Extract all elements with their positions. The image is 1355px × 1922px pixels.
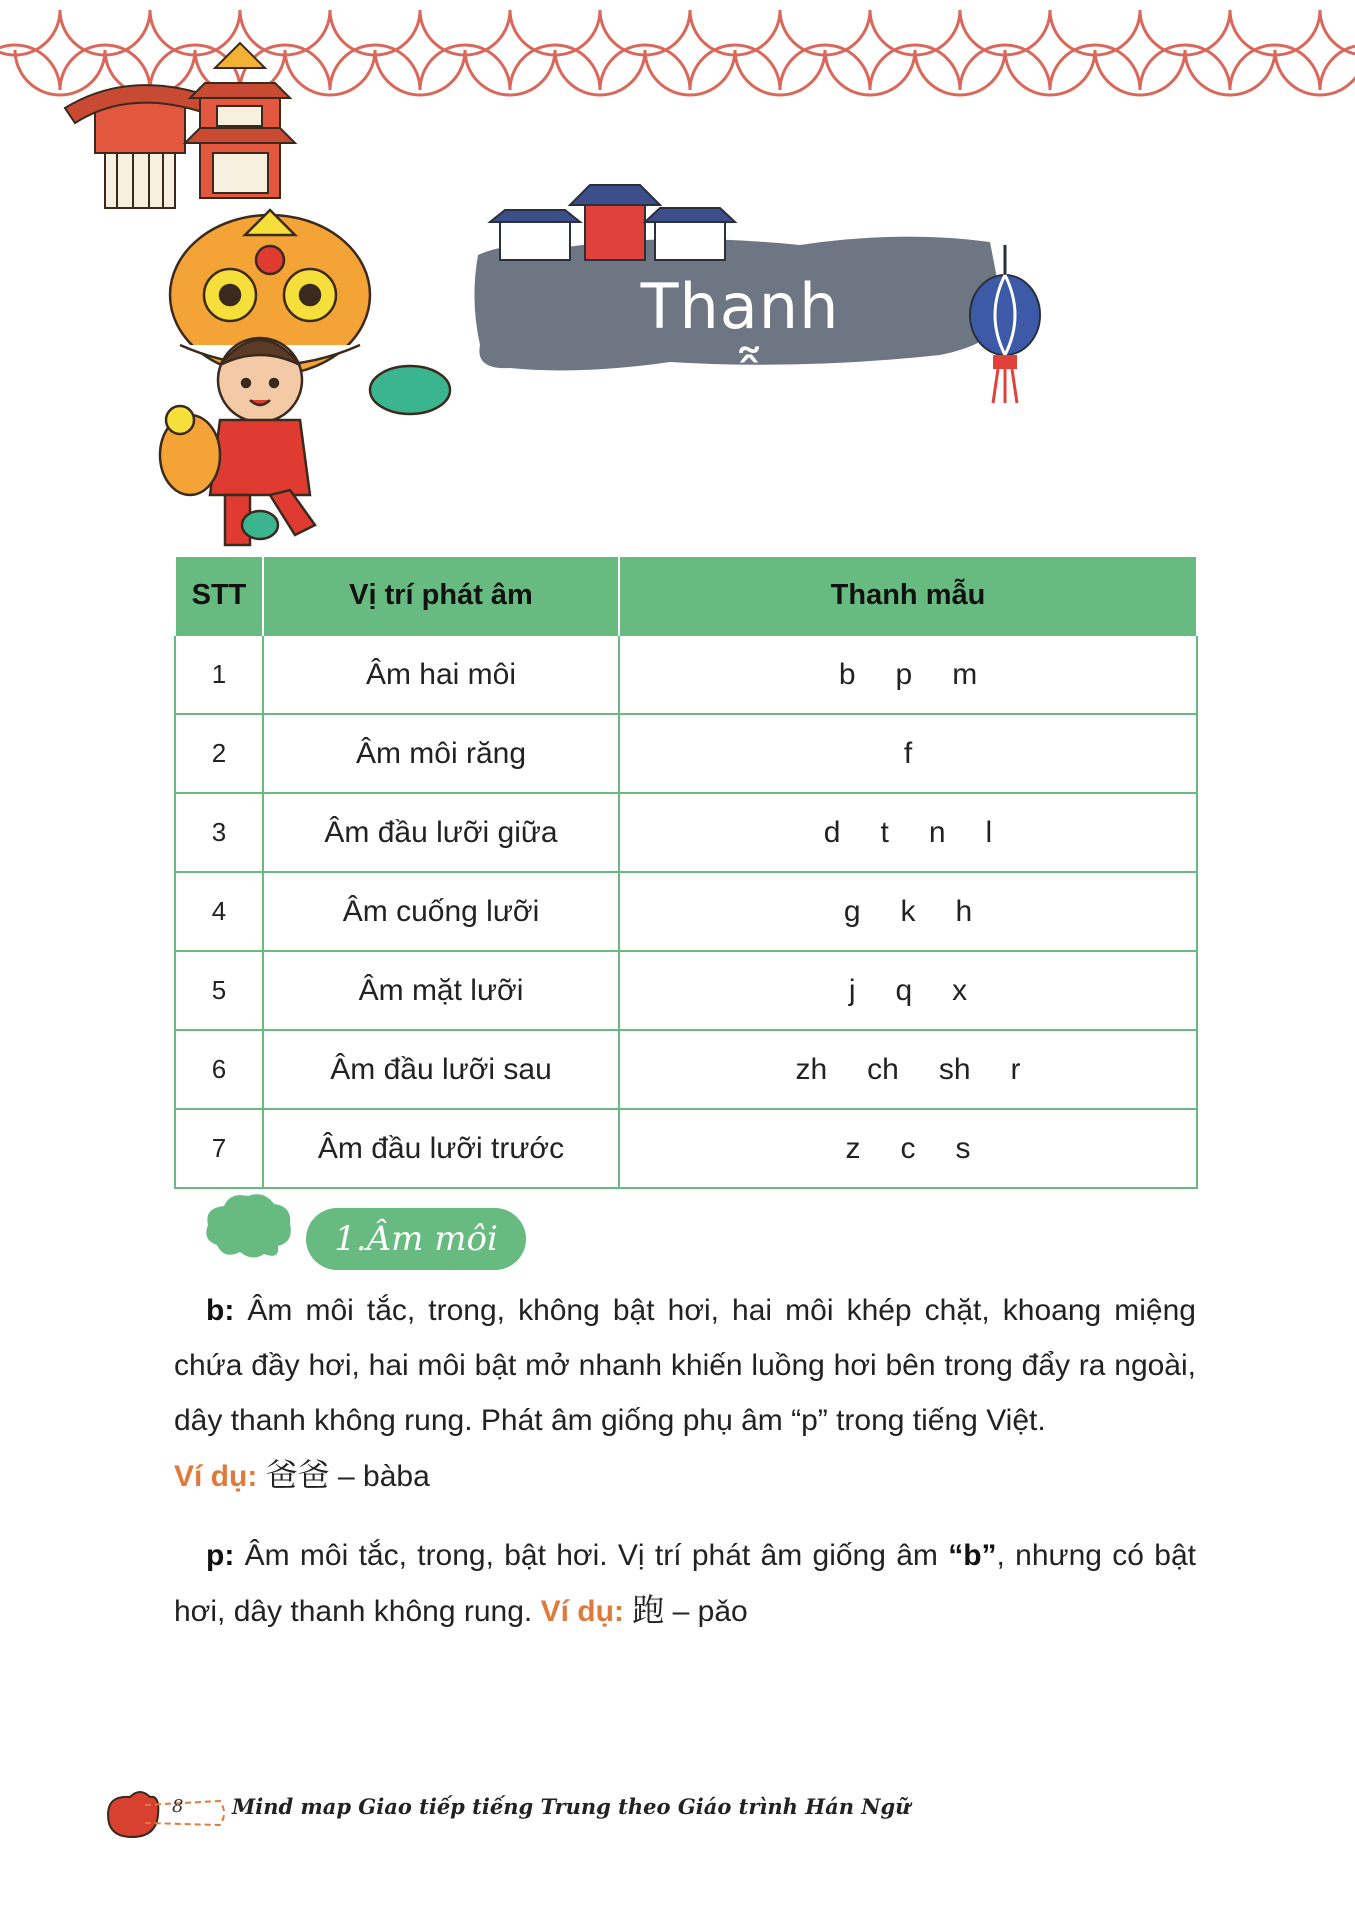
initials-cell — [619, 872, 1197, 951]
initial-letter: z — [845, 1131, 861, 1165]
column-header-stt: STT — [175, 557, 263, 635]
example-hanzi-p: 跑 — [632, 1591, 665, 1629]
initial-letter: q — [895, 973, 913, 1007]
row-number: 1 — [175, 635, 263, 714]
quoted-b: “b” — [948, 1539, 997, 1572]
initial-letter: d — [823, 815, 841, 849]
page-number: 8 — [172, 1796, 184, 1817]
articulation-position: Âm đầu lưỡi trước — [263, 1109, 619, 1188]
table-row — [175, 951, 1197, 1030]
articulation-position: Âm mặt lưỡi — [263, 951, 619, 1030]
initial-letter: t — [880, 815, 889, 849]
column-header-initials: Thanh mẫu — [619, 557, 1197, 635]
initial-letter: x — [952, 973, 968, 1007]
row-number: 5 — [175, 951, 263, 1030]
book-title: Mind map Giao tiếp tiếng Trung theo Giáo trình Hán Ngữ — [232, 1794, 911, 1819]
example-pinyin-p: – pǎo — [664, 1595, 748, 1628]
articulation-position: Âm đầu lưỡi sau — [263, 1030, 619, 1109]
initial-letter: n — [928, 815, 946, 849]
table-row — [175, 1109, 1197, 1188]
row-number: 6 — [175, 1030, 263, 1109]
row-number: 3 — [175, 793, 263, 872]
initial-letter: p — [895, 657, 913, 691]
initials-cell — [619, 793, 1197, 872]
initials-cell — [619, 635, 1197, 714]
section-heading: 1.Âm môi — [306, 1208, 526, 1270]
initials-cell — [619, 1109, 1197, 1188]
initial-letter: j — [848, 973, 856, 1007]
example-label-b: Ví dụ: — [174, 1460, 258, 1493]
table-row — [175, 1030, 1197, 1109]
initial-letter: zh — [795, 1052, 828, 1086]
description-b: Âm môi tắc, trong, không bật hơi, hai môi khép chặt, khoang miệng chứa đầy hơi, hai môi bật mở nhanh khiến luồng hơi bên trong đẩy ra ngoài, dây thanh không rung. Phát âm giống phụ âm “p” trong tiếng Việt. — [174, 1294, 1196, 1437]
initial-letter: m — [952, 657, 978, 691]
initial-letter: b — [838, 657, 856, 691]
articulation-position: Âm hai môi — [263, 635, 619, 714]
initials-cell — [619, 951, 1197, 1030]
pagoda-illustration — [55, 28, 315, 218]
term-b: b: — [206, 1294, 235, 1327]
cloud-icon — [202, 1190, 294, 1262]
initials-table — [174, 557, 1198, 1189]
lion-dance-mascot — [150, 205, 470, 565]
initial-letter: sh — [938, 1052, 971, 1086]
articulation-position: Âm đầu lưỡi giữa — [263, 793, 619, 872]
table-row — [175, 635, 1197, 714]
initial-letter: c — [900, 1131, 916, 1165]
initials-cell — [619, 1030, 1197, 1109]
term-p: p: — [206, 1539, 235, 1572]
example-label-p: Ví dụ: — [540, 1595, 624, 1628]
table-row — [175, 714, 1197, 793]
table-header-row — [175, 557, 1197, 635]
initial-letter: h — [955, 894, 973, 928]
articulation-position: Âm môi răng — [263, 714, 619, 793]
articulation-position: Âm cuống lưỡi — [263, 872, 619, 951]
paragraph-b — [174, 1283, 1196, 1504]
lantern-icon — [965, 245, 1045, 405]
example-hanzi-b: 爸爸 — [265, 1456, 330, 1494]
table-row — [175, 872, 1197, 951]
initial-letter: s — [955, 1131, 971, 1165]
column-header-position: Vị trí phát âm — [263, 557, 619, 635]
description-p-start: Âm môi tắc, trong, bật hơi. Vị trí phát âm giống âm — [234, 1539, 949, 1572]
initials-cell — [619, 714, 1197, 793]
row-number: 4 — [175, 872, 263, 951]
initial-letter: g — [843, 894, 861, 928]
row-number: 2 — [175, 714, 263, 793]
paragraph-p — [174, 1528, 1196, 1639]
row-number: 7 — [175, 1109, 263, 1188]
initial-letter: k — [900, 894, 916, 928]
initial-letter: f — [903, 736, 913, 770]
page-title: Thanh mẫu — [640, 270, 840, 416]
initial-letter: l — [985, 815, 993, 849]
initial-letter: r — [1010, 1052, 1021, 1086]
example-pinyin-b: – bàba — [329, 1460, 430, 1493]
initial-letter: ch — [867, 1052, 899, 1086]
table-row — [175, 793, 1197, 872]
description-p-end: , nhưng có bật hơi, dây thanh không rung. — [174, 1539, 1196, 1628]
